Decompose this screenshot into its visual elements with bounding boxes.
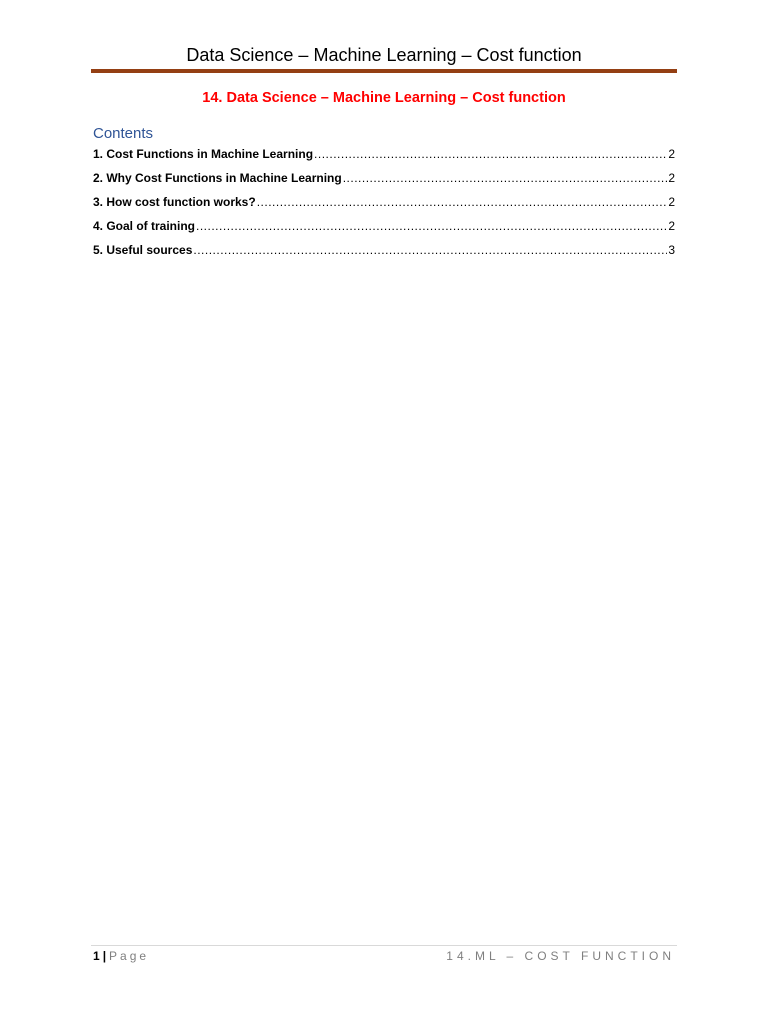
toc-entry-page: 2 — [668, 195, 675, 209]
toc-entry-label: 2. Why Cost Functions in Machine Learning — [93, 171, 342, 185]
table-of-contents — [93, 146, 675, 266]
footer-rule — [91, 945, 677, 946]
footer-document-label: 14.ML – COST FUNCTION — [446, 949, 675, 963]
toc-entry-page: 3 — [668, 243, 675, 257]
toc-entry-label: 5. Useful sources — [93, 243, 193, 257]
toc-entry-page: 2 — [668, 219, 675, 233]
footer-page-info — [93, 948, 149, 964]
toc-entry-label: 1. Cost Functions in Machine Learning — [93, 147, 314, 161]
toc-heading: Contents — [93, 125, 154, 142]
footer-separator: | — [102, 949, 107, 963]
toc-entry-goal-of-training[interactable] — [93, 218, 675, 242]
toc-entry-why-cost-functions[interactable] — [93, 170, 675, 194]
toc-dot-leader — [193, 242, 667, 258]
toc-entry-useful-sources[interactable] — [93, 242, 675, 266]
toc-dot-leader — [343, 170, 668, 186]
toc-entry-page: 2 — [668, 171, 675, 185]
toc-dot-leader — [314, 146, 667, 162]
header-rule — [91, 69, 677, 73]
toc-entry-how-cost-function-works[interactable] — [93, 194, 675, 218]
toc-entry-label: 4. Goal of training — [93, 219, 196, 233]
header-title: Data Science – Machine Learning – Cost function — [186, 45, 582, 65]
footer-page-word: Page — [109, 949, 150, 963]
toc-entry-label: 3. How cost function works? — [93, 195, 256, 209]
toc-dot-leader — [257, 194, 668, 210]
toc-entry-page: 2 — [668, 147, 675, 161]
footer-page-number: 1 — [93, 949, 100, 963]
toc-dot-leader — [196, 218, 667, 234]
toc-entry-cost-functions[interactable] — [93, 146, 675, 170]
main-heading: 14. Data Science – Machine Learning – Cost function — [202, 90, 566, 106]
